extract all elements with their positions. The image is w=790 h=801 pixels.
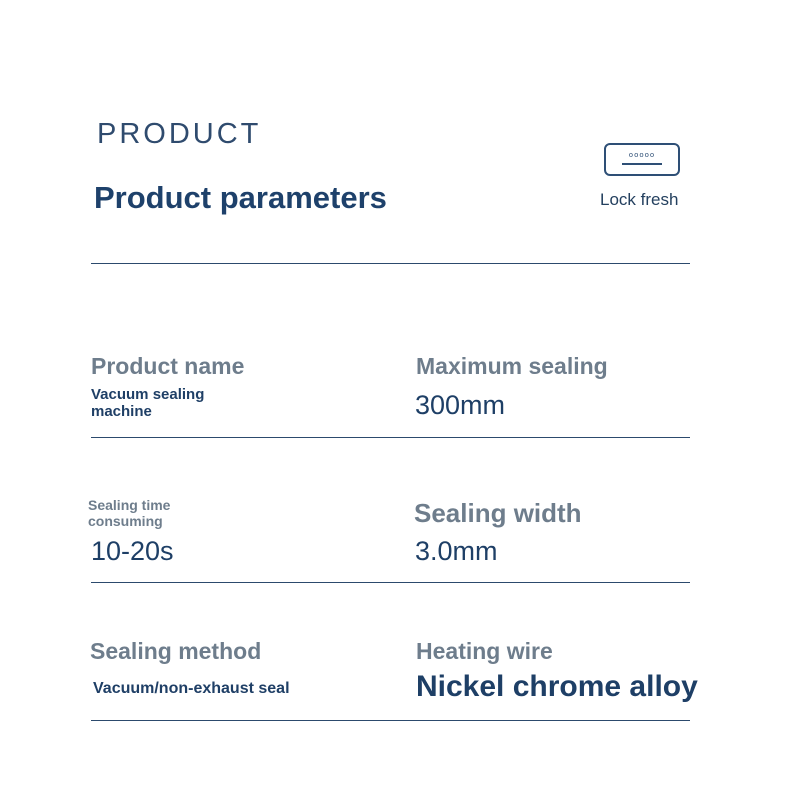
sealing-time-value: 10-20s [91, 536, 174, 566]
sealing-time-label-line2: consuming [88, 513, 163, 529]
max-sealing-value: 300mm [415, 390, 506, 420]
sealing-time-label-line1: Sealing time [88, 497, 171, 513]
row-divider [91, 582, 690, 583]
product-name-value [91, 386, 204, 420]
sealing-width-label: Sealing width [414, 498, 582, 528]
sealing-width-value: 3.0mm [415, 536, 498, 566]
heating-wire-label: Heating wire [416, 638, 553, 664]
sealing-method-label: Sealing method [90, 638, 262, 664]
max-sealing-label: Maximum sealing [416, 353, 608, 379]
heating-wire-value: Nickel chrome alloy [416, 670, 698, 703]
section-eyebrow: PRODUCT [97, 118, 262, 150]
header-divider [91, 263, 690, 264]
sealer-machine-icon [604, 143, 680, 176]
row-divider [91, 720, 690, 721]
badge-label: Lock fresh [600, 190, 679, 209]
row-divider [91, 437, 690, 438]
badge-dots: ooooo [628, 151, 656, 159]
product-name-label: Product name [91, 353, 245, 379]
badge-bar [622, 163, 662, 165]
product-name-value-line1: Vacuum sealing [91, 386, 205, 403]
sealing-method-value: Vacuum/non-exhaust seal [93, 680, 290, 697]
sealing-time-label [88, 497, 170, 529]
product-name-value-line2: machine [91, 403, 152, 420]
page-title: Product parameters [94, 180, 387, 215]
